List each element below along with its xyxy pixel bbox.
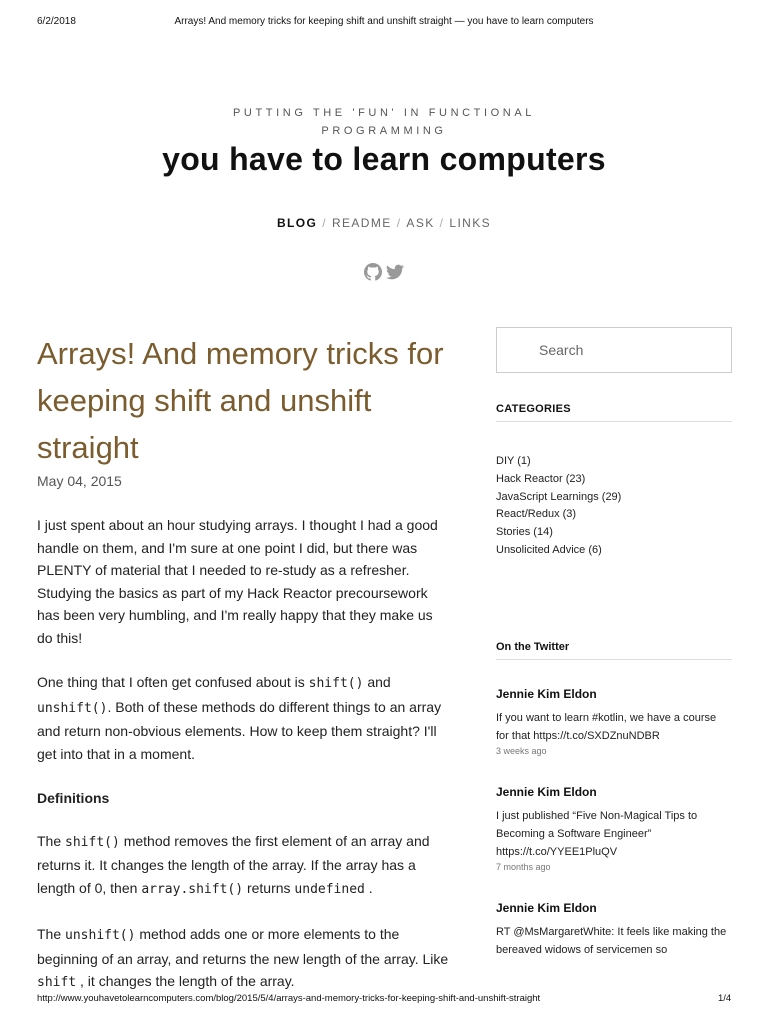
main-nav [0,216,768,230]
text: . [364,879,373,896]
paragraph-shift-unshift [37,671,452,765]
text: returns [243,879,295,896]
code-shift: shift [37,975,77,990]
nav-separator: / [439,216,445,230]
category-diy[interactable]: DIY (1) [496,455,531,467]
print-page-number: 1/4 [718,993,732,1004]
print-footer [0,993,768,1007]
text: . Both of these methods do different things to an array and return non-obvious elements. How to keep them straight? I'll get into that in a moment. [37,698,442,762]
print-header [0,16,768,30]
text: , it changes the length of the array. [76,973,295,989]
search-input[interactable] [497,328,731,372]
text: method removes the first element of an array and returns it. It changes the length of the array. If the array has a length of 0, then [37,832,430,896]
github-icon[interactable] [364,263,382,281]
social-links [364,263,408,283]
categories-heading: CATEGORIES [496,403,732,422]
nav-item-links[interactable]: LINKS [449,216,492,230]
search-box [496,327,732,373]
nav-item-ask[interactable]: ASK [406,216,435,230]
paragraph-intro: I just spent about an hour studying arrays. I thought I had a good handle on them, and I'm sure at one point I did, but there was PLENTY of material that I needed to re-study as a refresher. Studying the basics as part of my Hack Reactor precoursework has been very humbling, and I'm really happy that they make us do this! [37,517,438,646]
category-react-redux[interactable]: React/Redux (3) [496,508,577,521]
categories-list [496,453,732,560]
code-array-shift: array.shift() [141,881,244,897]
twitter-icon[interactable] [386,263,404,281]
paragraph-unshift-definition [37,923,452,995]
tweet-author[interactable]: Jennie Kim Eldon [496,901,597,915]
tweet-time[interactable]: 3 weeks ago [496,746,547,756]
paragraph-shift-definition [37,830,452,902]
nav-separator: / [322,216,327,230]
tweet [496,687,732,756]
tweet-author[interactable]: Jennie Kim Eldon [496,687,597,701]
tweet-text: If you want to learn #kotlin, we have a course for that https://t.co/SXDZnuNDBR [496,712,717,742]
text: The [37,832,66,849]
text: One thing that I often get confused about is [37,674,309,690]
post-date: May 04, 2015 [37,473,122,489]
site-title[interactable]: you have to learn computers [162,141,606,177]
tweet [496,785,732,872]
code-unshift: unshift() [65,928,136,943]
tweet-author[interactable]: Jennie Kim Eldon [496,785,597,799]
twitter-heading: On the Twitter [496,641,732,660]
nav-item-readme[interactable]: README [331,216,392,230]
category-javascript-learnings[interactable]: JavaScript Learnings (29) [496,490,622,503]
print-url: http://www.youhavetolearncomputers.com/blog/2015/5/4/arrays-and-memory-tricks-for-keeping-shift-and-unshift-straight [37,993,541,1004]
code-shift: shift() [65,834,120,850]
code-unshift: unshift() [37,700,108,716]
text: method adds one or more elements to the beginning of an array, and returns the new length of the array. Like [37,926,449,967]
category-stories[interactable]: Stories (14) [496,526,553,539]
category-hack-reactor[interactable]: Hack Reactor (23) [496,472,586,485]
tweet-text: I just published “Five Non-Magical Tips to Becoming a Software Engineer” https://t.co/YYEE1PluQV [496,810,698,858]
code-shift: shift() [308,676,364,691]
tweet-text: RT @MsMargaretWhite: It feels like making the bereaved widows of servicemen so [496,926,727,956]
code-undefined: undefined [294,881,365,897]
category-unsolicited-advice[interactable]: Unsolicited Advice (6) [496,543,602,556]
print-date: 6/2/2018 [37,16,76,27]
definitions-heading: Definitions [37,790,110,806]
nav-separator: / [396,216,402,230]
print-page-title: Arrays! And memory tricks for keeping shift and unshift straight — you have to learn computers [174,16,594,27]
post-title[interactable]: Arrays! And memory tricks for keeping shift and unshift straight [37,336,444,465]
text: and [363,674,391,690]
text: The [37,926,66,942]
nav-item-blog[interactable]: BLOG [276,216,318,230]
tweet [496,901,732,959]
post-body [37,514,452,1017]
tweet-time[interactable]: 7 months ago [496,862,551,872]
site-tagline: PUTTING THE 'FUN' IN FUNCTIONAL PROGRAMMING [233,107,535,137]
